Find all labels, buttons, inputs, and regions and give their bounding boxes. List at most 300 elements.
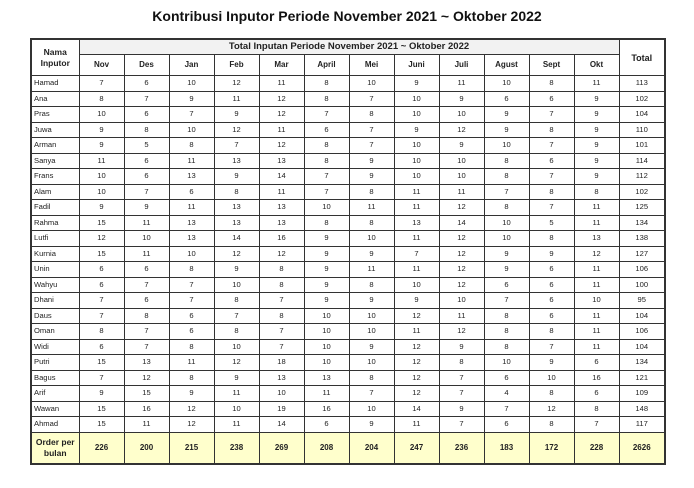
table-row	[31, 153, 665, 169]
month-value: 10	[349, 401, 394, 417]
month-value: 7	[439, 386, 484, 402]
monthly-total: 238	[214, 432, 259, 464]
month-value: 11	[169, 153, 214, 169]
month-value: 5	[529, 215, 574, 231]
month-value: 11	[574, 277, 619, 293]
month-header: Juli	[439, 55, 484, 76]
month-value: 6	[79, 277, 124, 293]
month-value: 11	[394, 200, 439, 216]
table-row	[31, 293, 665, 309]
inputor-name: Oman	[31, 324, 79, 340]
month-value: 12	[259, 138, 304, 154]
table-row	[31, 107, 665, 123]
month-value: 6	[124, 153, 169, 169]
month-value: 8	[214, 324, 259, 340]
month-value: 9	[79, 122, 124, 138]
month-value: 8	[259, 277, 304, 293]
month-value: 6	[304, 417, 349, 433]
month-value: 4	[484, 386, 529, 402]
month-value: 12	[259, 246, 304, 262]
month-value: 11	[349, 262, 394, 278]
table-row	[31, 122, 665, 138]
grand-total: 2626	[619, 432, 665, 464]
month-value: 11	[439, 76, 484, 92]
month-header-row	[31, 55, 665, 76]
month-value: 9	[439, 339, 484, 355]
month-value: 10	[304, 339, 349, 355]
month-value: 10	[439, 107, 484, 123]
month-value: 7	[259, 293, 304, 309]
table-row	[31, 169, 665, 185]
month-value: 6	[484, 370, 529, 386]
inputor-name: Ahmad	[31, 417, 79, 433]
month-value: 9	[349, 246, 394, 262]
month-value: 10	[394, 107, 439, 123]
total-column-header: Total	[619, 39, 665, 76]
inputor-name: Ana	[31, 91, 79, 107]
month-value: 6	[124, 76, 169, 92]
month-value: 9	[349, 153, 394, 169]
month-value: 8	[304, 215, 349, 231]
month-value: 9	[484, 246, 529, 262]
month-header: Sept	[529, 55, 574, 76]
month-value: 9	[529, 355, 574, 371]
month-value: 8	[484, 200, 529, 216]
inputor-name: Kurnia	[31, 246, 79, 262]
monthly-total: 208	[304, 432, 349, 464]
month-value: 7	[259, 339, 304, 355]
month-value: 8	[439, 355, 484, 371]
month-value: 11	[394, 324, 439, 340]
inputor-name: Hamad	[31, 76, 79, 92]
month-value: 10	[214, 339, 259, 355]
month-value: 14	[394, 401, 439, 417]
month-value: 6	[574, 386, 619, 402]
inputor-name: Sanya	[31, 153, 79, 169]
row-total: 117	[619, 417, 665, 433]
month-value: 12	[259, 107, 304, 123]
month-value: 12	[439, 200, 484, 216]
summary-row	[31, 432, 665, 464]
month-value: 10	[169, 76, 214, 92]
month-value: 11	[574, 339, 619, 355]
month-value: 8	[529, 122, 574, 138]
month-value: 9	[214, 107, 259, 123]
month-value: 12	[439, 246, 484, 262]
month-value: 6	[79, 262, 124, 278]
month-value: 9	[574, 169, 619, 185]
month-value: 15	[79, 355, 124, 371]
month-value: 12	[439, 231, 484, 247]
month-value: 12	[394, 386, 439, 402]
inputor-name: Arman	[31, 138, 79, 154]
month-header: Jan	[169, 55, 214, 76]
month-value: 7	[214, 308, 259, 324]
row-total: 106	[619, 262, 665, 278]
month-value: 10	[169, 122, 214, 138]
month-value: 8	[124, 122, 169, 138]
month-value: 7	[304, 107, 349, 123]
month-value: 8	[484, 324, 529, 340]
month-value: 15	[79, 215, 124, 231]
month-value: 11	[259, 76, 304, 92]
monthly-total: 228	[574, 432, 619, 464]
month-value: 7	[439, 417, 484, 433]
month-value: 6	[484, 277, 529, 293]
month-value: 8	[169, 138, 214, 154]
month-value: 10	[214, 401, 259, 417]
month-value: 11	[574, 308, 619, 324]
month-header: Agust	[484, 55, 529, 76]
month-value: 8	[349, 277, 394, 293]
month-value: 7	[79, 308, 124, 324]
month-header: Mar	[259, 55, 304, 76]
month-value: 6	[304, 122, 349, 138]
month-value: 6	[529, 308, 574, 324]
month-value: 11	[214, 417, 259, 433]
month-value: 11	[169, 355, 214, 371]
inputor-name: Rahma	[31, 215, 79, 231]
month-value: 9	[484, 262, 529, 278]
month-value: 6	[124, 262, 169, 278]
month-value: 7	[169, 277, 214, 293]
table-row	[31, 215, 665, 231]
month-value: 15	[124, 386, 169, 402]
month-value: 9	[304, 231, 349, 247]
month-value: 10	[169, 246, 214, 262]
month-value: 7	[349, 386, 394, 402]
month-value: 10	[79, 169, 124, 185]
month-value: 9	[574, 138, 619, 154]
row-total: 127	[619, 246, 665, 262]
month-value: 9	[439, 91, 484, 107]
month-value: 11	[349, 200, 394, 216]
table-row	[31, 355, 665, 371]
month-value: 13	[214, 200, 259, 216]
month-value: 7	[124, 91, 169, 107]
month-value: 9	[304, 277, 349, 293]
table-row	[31, 324, 665, 340]
month-value: 10	[304, 355, 349, 371]
month-value: 13	[259, 370, 304, 386]
table-row	[31, 308, 665, 324]
month-value: 7	[214, 138, 259, 154]
month-value: 8	[349, 107, 394, 123]
month-value: 8	[529, 386, 574, 402]
row-total: 148	[619, 401, 665, 417]
row-total: 112	[619, 169, 665, 185]
inputor-name: Putri	[31, 355, 79, 371]
month-value: 9	[79, 386, 124, 402]
month-value: 13	[394, 215, 439, 231]
inputor-name: Frans	[31, 169, 79, 185]
table-row	[31, 401, 665, 417]
month-value: 12	[214, 355, 259, 371]
inputor-name: Fadil	[31, 200, 79, 216]
inputor-name: Juwa	[31, 122, 79, 138]
month-value: 8	[169, 370, 214, 386]
month-header: Nov	[79, 55, 124, 76]
inputor-name: Wawan	[31, 401, 79, 417]
month-value: 13	[214, 215, 259, 231]
month-value: 8	[304, 76, 349, 92]
month-value: 7	[124, 184, 169, 200]
table-row	[31, 339, 665, 355]
month-value: 11	[79, 153, 124, 169]
month-value: 8	[214, 184, 259, 200]
month-value: 12	[529, 401, 574, 417]
summary-label: Order per bulan	[31, 432, 79, 464]
month-value: 8	[79, 91, 124, 107]
month-value: 12	[259, 91, 304, 107]
monthly-total: 183	[484, 432, 529, 464]
month-value: 8	[349, 215, 394, 231]
table-row	[31, 370, 665, 386]
monthly-total: 236	[439, 432, 484, 464]
month-value: 12	[439, 324, 484, 340]
month-value: 8	[349, 184, 394, 200]
month-value: 12	[394, 339, 439, 355]
month-value: 11	[574, 76, 619, 92]
table-row	[31, 277, 665, 293]
month-value: 7	[394, 246, 439, 262]
month-value: 11	[574, 215, 619, 231]
month-value: 8	[529, 231, 574, 247]
month-value: 11	[259, 184, 304, 200]
month-value: 7	[439, 370, 484, 386]
month-value: 6	[79, 339, 124, 355]
month-value: 6	[484, 91, 529, 107]
month-value: 9	[394, 122, 439, 138]
month-value: 14	[259, 169, 304, 185]
month-value: 8	[349, 370, 394, 386]
month-value: 10	[484, 215, 529, 231]
month-header: Des	[124, 55, 169, 76]
month-value: 8	[304, 153, 349, 169]
month-value: 6	[529, 293, 574, 309]
month-value: 8	[529, 76, 574, 92]
month-value: 8	[574, 184, 619, 200]
month-value: 9	[529, 246, 574, 262]
month-header: Mei	[349, 55, 394, 76]
monthly-total: 204	[349, 432, 394, 464]
month-value: 6	[529, 277, 574, 293]
table-row	[31, 200, 665, 216]
month-value: 14	[259, 417, 304, 433]
row-total: 121	[619, 370, 665, 386]
table-row	[31, 184, 665, 200]
month-value: 13	[169, 215, 214, 231]
row-total: 109	[619, 386, 665, 402]
row-total: 113	[619, 76, 665, 92]
month-value: 8	[529, 417, 574, 433]
name-column-header: Nama Inputor	[31, 39, 79, 76]
month-value: 7	[169, 293, 214, 309]
month-value: 9	[349, 169, 394, 185]
month-value: 15	[79, 401, 124, 417]
month-value: 7	[79, 76, 124, 92]
month-value: 7	[124, 277, 169, 293]
month-value: 12	[439, 277, 484, 293]
month-value: 9	[439, 138, 484, 154]
month-value: 10	[349, 355, 394, 371]
month-value: 6	[529, 153, 574, 169]
month-value: 7	[124, 324, 169, 340]
month-value: 7	[349, 138, 394, 154]
month-value: 6	[124, 169, 169, 185]
month-value: 11	[574, 324, 619, 340]
table-row	[31, 76, 665, 92]
month-value: 7	[574, 417, 619, 433]
inputor-name: Wahyu	[31, 277, 79, 293]
table-row	[31, 246, 665, 262]
page-title: Kontribusi Inputor Periode November 2021 ~ Oktober 2022	[152, 8, 542, 24]
month-value: 18	[259, 355, 304, 371]
month-value: 12	[169, 401, 214, 417]
row-total: 138	[619, 231, 665, 247]
row-total: 100	[619, 277, 665, 293]
month-value: 16	[259, 231, 304, 247]
inputor-name: Daus	[31, 308, 79, 324]
month-value: 10	[394, 91, 439, 107]
table-row	[31, 262, 665, 278]
month-value: 10	[484, 231, 529, 247]
month-value: 8	[484, 153, 529, 169]
month-value: 10	[349, 76, 394, 92]
month-value: 7	[484, 293, 529, 309]
month-value: 9	[214, 262, 259, 278]
month-value: 9	[169, 91, 214, 107]
month-value: 10	[304, 308, 349, 324]
month-value: 10	[349, 231, 394, 247]
inputor-name: Dhani	[31, 293, 79, 309]
month-value: 11	[394, 231, 439, 247]
month-value: 10	[349, 308, 394, 324]
month-value: 14	[439, 215, 484, 231]
month-value: 7	[79, 293, 124, 309]
month-value: 10	[439, 293, 484, 309]
month-value: 12	[79, 231, 124, 247]
month-value: 12	[214, 246, 259, 262]
month-value: 9	[394, 76, 439, 92]
month-value: 15	[79, 417, 124, 433]
month-header: April	[304, 55, 349, 76]
month-value: 8	[259, 308, 304, 324]
month-value: 11	[214, 386, 259, 402]
table-row	[31, 91, 665, 107]
month-value: 9	[349, 293, 394, 309]
month-value: 6	[529, 262, 574, 278]
month-value: 12	[439, 262, 484, 278]
month-value: 13	[214, 153, 259, 169]
month-value: 13	[259, 215, 304, 231]
month-value: 13	[304, 370, 349, 386]
month-value: 9	[349, 339, 394, 355]
row-total: 110	[619, 122, 665, 138]
month-value: 7	[529, 169, 574, 185]
month-value: 6	[124, 293, 169, 309]
month-value: 16	[124, 401, 169, 417]
month-value: 10	[394, 138, 439, 154]
table-row	[31, 231, 665, 247]
month-header: Feb	[214, 55, 259, 76]
month-value: 6	[124, 107, 169, 123]
contribution-table	[30, 38, 666, 465]
month-value: 9	[574, 122, 619, 138]
month-value: 7	[304, 169, 349, 185]
month-value: 9	[214, 370, 259, 386]
month-value: 8	[214, 293, 259, 309]
month-header: Juni	[394, 55, 439, 76]
monthly-total: 172	[529, 432, 574, 464]
month-value: 13	[124, 355, 169, 371]
month-value: 12	[394, 355, 439, 371]
month-value: 9	[439, 401, 484, 417]
month-value: 6	[529, 91, 574, 107]
month-value: 8	[304, 138, 349, 154]
month-value: 8	[304, 91, 349, 107]
period-group-header: Total Inputan Periode November 2021 ~ Oktober 2022	[79, 39, 619, 55]
month-value: 19	[259, 401, 304, 417]
month-value: 10	[529, 370, 574, 386]
month-value: 12	[394, 308, 439, 324]
month-value: 12	[574, 246, 619, 262]
inputor-name: Bagus	[31, 370, 79, 386]
month-value: 7	[529, 200, 574, 216]
month-value: 8	[169, 339, 214, 355]
month-value: 10	[439, 153, 484, 169]
inputor-name: Lutfi	[31, 231, 79, 247]
month-value: 10	[304, 200, 349, 216]
month-value: 9	[79, 200, 124, 216]
month-value: 7	[169, 107, 214, 123]
month-value: 6	[484, 417, 529, 433]
month-value: 7	[349, 91, 394, 107]
inputor-name: Pras	[31, 107, 79, 123]
row-total: 104	[619, 339, 665, 355]
month-value: 10	[259, 386, 304, 402]
month-value: 8	[169, 262, 214, 278]
month-value: 8	[484, 339, 529, 355]
row-total: 114	[619, 153, 665, 169]
month-value: 8	[484, 169, 529, 185]
row-total: 101	[619, 138, 665, 154]
month-value: 11	[394, 417, 439, 433]
monthly-total: 247	[394, 432, 439, 464]
table-row	[31, 417, 665, 433]
month-value: 9	[394, 293, 439, 309]
month-value: 10	[394, 169, 439, 185]
month-value: 11	[394, 184, 439, 200]
month-value: 16	[304, 401, 349, 417]
inputor-name: Widi	[31, 339, 79, 355]
month-value: 10	[214, 277, 259, 293]
month-value: 10	[574, 293, 619, 309]
month-value: 6	[169, 308, 214, 324]
month-value: 9	[484, 107, 529, 123]
month-value: 6	[169, 324, 214, 340]
month-value: 16	[574, 370, 619, 386]
month-value: 7	[529, 138, 574, 154]
monthly-total: 269	[259, 432, 304, 464]
monthly-total: 226	[79, 432, 124, 464]
row-total: 106	[619, 324, 665, 340]
month-value: 6	[169, 184, 214, 200]
month-value: 9	[304, 246, 349, 262]
month-value: 9	[124, 200, 169, 216]
month-value: 9	[574, 153, 619, 169]
month-value: 11	[439, 308, 484, 324]
